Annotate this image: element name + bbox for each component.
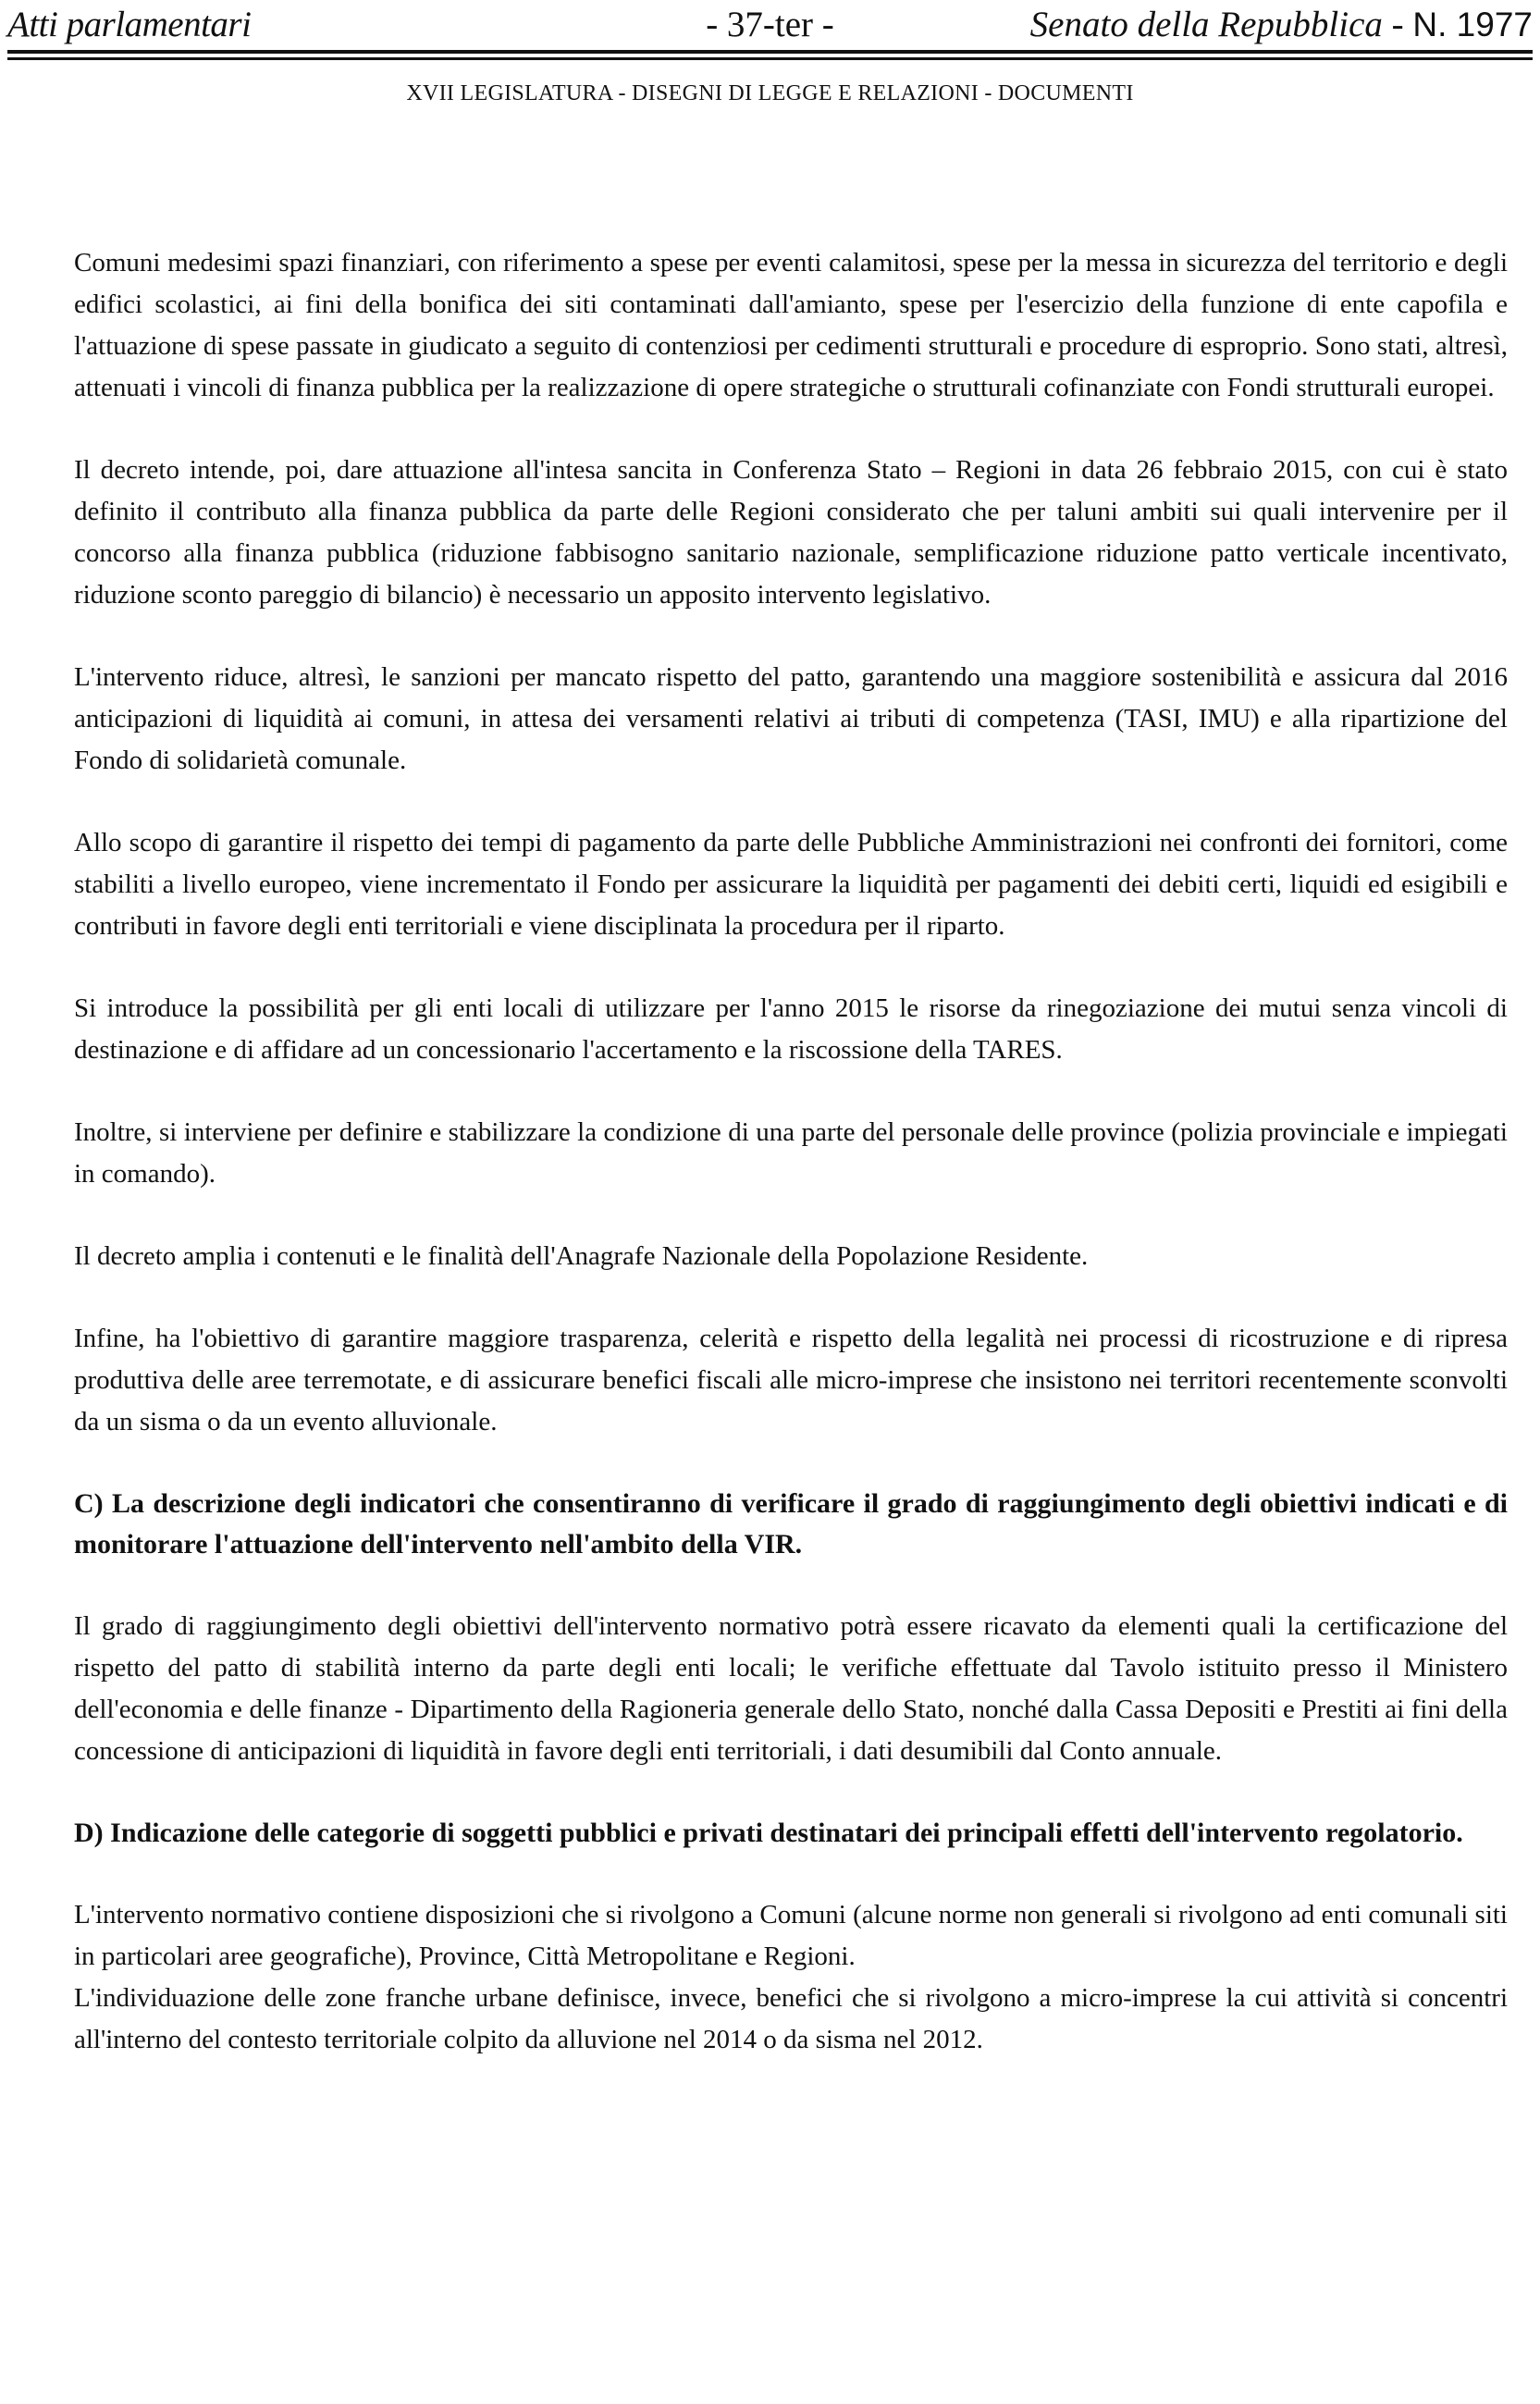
header-rule-thin [7, 57, 1533, 60]
section-c-text: Il grado di raggiungimento degli obiettivi dell'intervento normativo potrà essere ricavato da elementi quali la certificazione del rispetto del patto di stabilità interno da parte degli enti locali; le verifiche effettuate dal Tavolo istituito presso il Ministero dell'economia e delle finanze - Dipartimento della Ragioneria generale dello Stato, nonché dalla Cassa Depositi e Prestiti ai fini della concessione di anticipazioni di liquidità in favore degli enti territoriali, i dati desumibili dal Conto annuale. [74, 1611, 1508, 1766]
paragraph: Si introduce la possibilità per gli enti locali di utilizzare per l'anno 2015 le risorse da rinegoziazione dei mutui senza vincoli di destinazione e di affidare ad un concessionario l'accertamento e la riscossione della TARES. [74, 993, 1508, 1065]
paragraph: Il decreto intende, poi, dare attuazione all'intesa sancita in Conferenza Stato – Regioni in data 26 febbraio 2015, con cui è stato definito il contributo alla finanza pubblica da parte delle Regioni considerato che per taluni ambiti sui quali intervenire per il concorso alla finanza pubblica (riduzione fabbisogno sanitario nazionale, semplificazione riduzione patto verticale incentivato, riduzione sconto pareggio di bilancio) è necessario un apposito intervento legislativo. [74, 455, 1508, 610]
paragraph: Infine, ha l'obiettivo di garantire maggiore trasparenza, celerità e rispetto della legalità nei processi di ricostruzione e di ripresa produttiva delle aree terremotate, e di assicurare benefici fiscali alle micro-imprese che insistono nei territori recentemente sconvolti da un sisma o da un evento alluvionale. [74, 1324, 1508, 1436]
document-body [74, 242, 1508, 2061]
header-document-number: N. 1977 [1412, 6, 1533, 43]
section-d-text-1: L'intervento normativo contiene disposizioni che si rivolgono a Comuni (alcune norme non generali si rivolgono ad enti comunali siti in particolari aree geografiche), Province, Città Metropolitane e Regioni. [74, 1900, 1508, 1971]
paragraph: Comuni medesimi spazi finanziari, con riferimento a spese per eventi calamitosi, spese per la messa in sicurezza del territorio e degli edifici scolastici, ai fini della bonifica dei siti contaminati dall'amianto, spese per l'esercizio della funzione di ente capofila e l'attuazione di spese passate in giudicato a seguito di contenziosi per cedimenti strutturali e procedure di esproprio. Sono stati, altresì, attenuati i vincoli di finanza pubblica per la realizzazione di opere strategiche o strutturali cofinanziate con Fondi strutturali europei. [74, 248, 1508, 402]
header-document-reference [1030, 4, 1533, 45]
section-d-heading: D) Indicazione delle categorie di soggetti pubblici e privati destinatari dei principali effetti dell'intervento regolatorio. [74, 1818, 1463, 1848]
header-publication-title: Atti parlamentari [7, 5, 252, 44]
paragraph: L'intervento riduce, altresì, le sanzioni per mancato rispetto del patto, garantendo una maggiore sostenibilità e assicura dal 2016 anticipazioni di liquidità ai comuni, in attesa dei versamenti relativi ai tributi di competenza (TASI, IMU) e alla ripartizione del Fondo di solidarietà comunale. [74, 662, 1508, 775]
legislature-subheader: XVII LEGISLATURA - DISEGNI DI LEGGE E RELAZIONI - DOCUMENTI [406, 81, 1134, 105]
section-d-text-2: L'individuazione delle zone franche urbane definisce, invece, benefici che si rivolgono a micro-imprese la cui attività si concentri all'interno del contesto territoriale colpito da alluvione nel 2014 o da sisma nel 2012. [74, 1983, 1508, 2054]
paragraph: Inoltre, si interviene per definire e stabilizzare la condizione di una parte del personale delle province (polizia provinciale e impiegati in comando). [74, 1117, 1508, 1189]
section-c-heading: C) La descrizione degli indicatori che consentiranno di verificare il grado di raggiungimento degli obiettivi indicati e di monitorare l'attuazione dell'intervento nell'ambito della VIR. [74, 1488, 1508, 1560]
header-rule-thick [7, 50, 1533, 54]
header-senate-label: Senato della Repubblica - [1029, 5, 1413, 44]
page-number-text: - 37-ter - [706, 5, 834, 44]
paragraph: Allo scopo di garantire il rispetto dei tempi di pagamento da parte delle Pubbliche Amministrazioni nei confronti dei fornitori, come stabiliti a livello europeo, viene incrementato il Fondo per assicurare la liquidità per pagamenti dei debiti certi, liquidi ed esigibili e contributi in favore degli enti territoriali e viene disciplinata la procedura per il riparto. [74, 828, 1508, 941]
page-header [7, 0, 1533, 55]
paragraph: Il decreto amplia i contenuti e le finalità dell'Anagrafe Nazionale della Popolazione Residente. [74, 1241, 1089, 1271]
